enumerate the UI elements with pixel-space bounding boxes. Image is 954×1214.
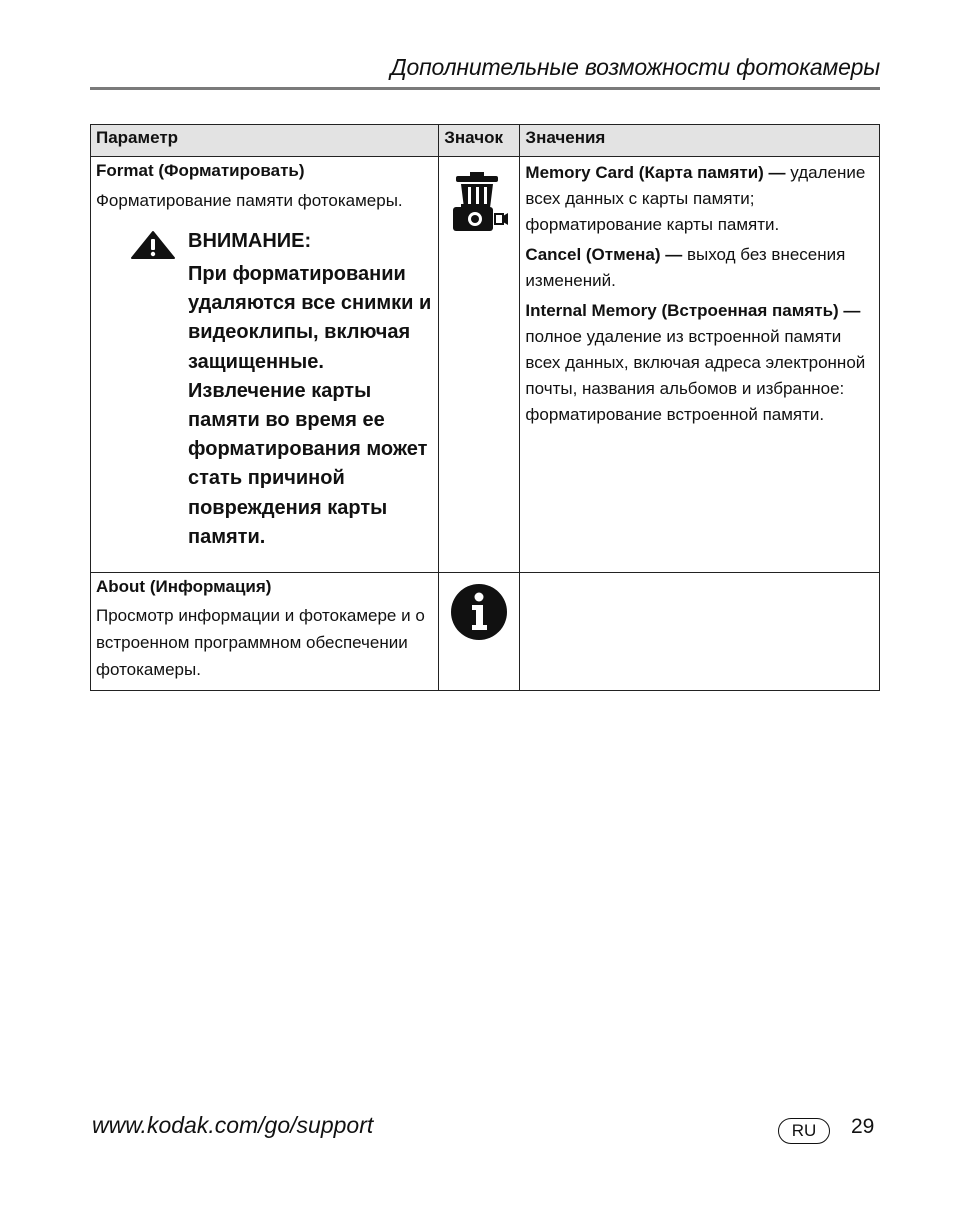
caution-title: ВНИМАНИЕ: bbox=[188, 230, 312, 252]
language-badge: RU bbox=[778, 1118, 830, 1144]
value-text: удаление всех данных с карты памяти; форматирование карты памяти. bbox=[525, 163, 866, 234]
table-row-about bbox=[91, 573, 880, 691]
header-divider bbox=[90, 87, 880, 90]
support-url: www.kodak.com/go/support bbox=[92, 1112, 374, 1138]
value-internal-memory bbox=[525, 298, 874, 428]
parameter-name: About (Информация) bbox=[96, 577, 272, 596]
column-header-icon: Значок bbox=[439, 125, 520, 157]
table-row-format bbox=[91, 157, 880, 573]
value-cancel bbox=[525, 242, 874, 294]
icon-cell bbox=[439, 573, 520, 691]
parameter-description: Форматирование памяти фотокамеры. bbox=[96, 191, 403, 210]
caution-block bbox=[96, 224, 433, 552]
parameter-name: Format (Форматировать) bbox=[96, 161, 305, 180]
trash-camera-icon bbox=[444, 170, 514, 239]
values-cell bbox=[520, 157, 880, 573]
parameter-cell bbox=[91, 573, 439, 691]
value-text: полное удаление из встроенной памяти всех данных, включая адреса электронной почты, названия альбомов и избранное: форматирование встроенной памяти. bbox=[525, 327, 866, 424]
table-header-row bbox=[91, 125, 880, 157]
column-header-parameter: Параметр bbox=[91, 125, 439, 157]
page-number: 29 bbox=[851, 1115, 875, 1138]
caution-text: При форматировании удаляются все снимки и видеоклипы, включая защищенные. Извлечение карты памяти во время ее форматирования может стать причиной повреждения карты памяти. bbox=[188, 263, 432, 548]
parameter-cell bbox=[91, 157, 439, 573]
value-term: Cancel (Отмена) — bbox=[525, 245, 683, 264]
value-term: Memory Card (Карта памяти) — bbox=[525, 163, 786, 182]
info-icon bbox=[444, 582, 514, 647]
value-text: выход без внесения изменений. bbox=[525, 245, 846, 290]
warning-triangle-icon bbox=[96, 224, 188, 552]
values-cell bbox=[520, 573, 880, 691]
value-term: Internal Memory (Встроенная память) — bbox=[525, 301, 861, 320]
page-header-title: Дополнительные возможности фотокамеры bbox=[390, 54, 880, 80]
settings-table bbox=[90, 124, 880, 691]
parameter-description: Просмотр информации и фотокамере и о встроенном программном обеспечении фотокамеры. bbox=[96, 606, 425, 679]
icon-cell bbox=[439, 157, 520, 573]
column-header-values: Значения bbox=[520, 125, 880, 157]
value-memory-card bbox=[525, 160, 874, 238]
